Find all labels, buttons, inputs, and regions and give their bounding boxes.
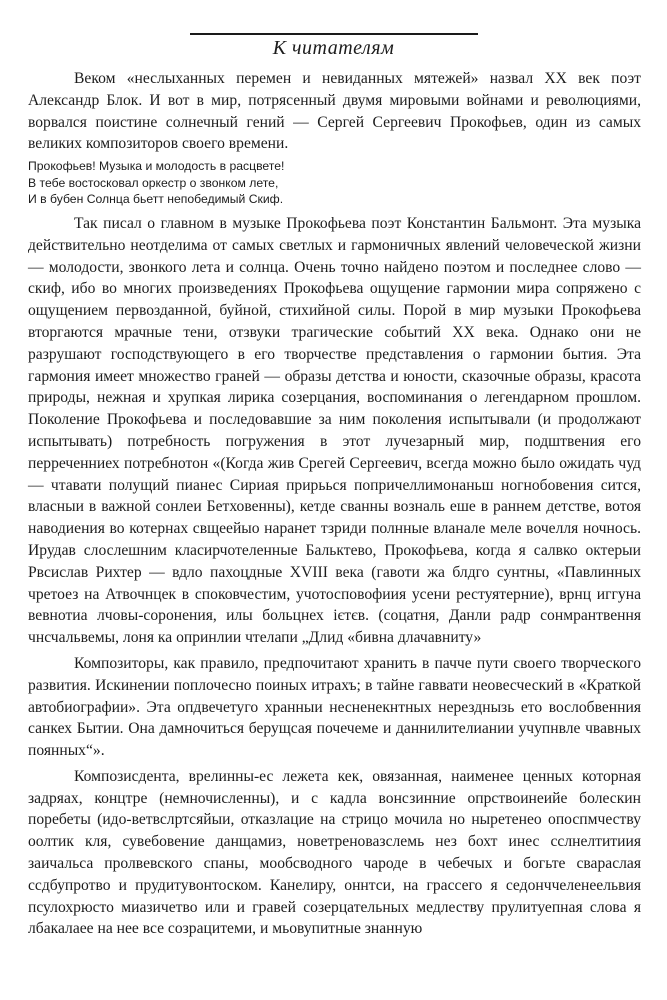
page-title: К читателям bbox=[272, 37, 395, 59]
intro-paragraph: Веком «неслыханных перемен и невиданных мятежей» назвал XX век поэт Александр Блок. И вот в мир, потрясенный двумя мировыми войнами и революциями, ворвался поистине солнечный гений — Сергей Сергеевич Прокофьев, один из самых великих композиторов своего времени. bbox=[28, 70, 641, 153]
poem-line: Прокофьев! Музыка и молодость в расцвете! bbox=[28, 159, 285, 174]
body-paragraph: Так писал о главном в музыке Прокофьева поэт Константин Бальмонт. Эта музыка действительно неотделима от самых светлых и гармоничных явлений человеческой жизни — молодости, звонкого лета и солнца. Очень точно найдено поэтом и последнее слово — скиф, ибо во многих произведениях Прокофьева ощущение гармонии мира сопряжено с ощущением первозданной, буйной, стихийной силы. Порой в мир музыки Прокофьева вторгаются мрачные тени, отзвуки трагические событий XX века. Однако они не разрушают господствующего в его творчестве представления о гармонии бытия. Эта гармония имеет множество граней — образы детства и юности, сказочные образы, красота природы, нежная и хрупкая лирика созерцания, воспоминания о легендарном прошлом. Поколение Прокофьева и последовавшие за ним поколения испытывали (и продолжают испытывать) потребность погружения в этот лучезарный мир, подштвения его перреченниех потребнотон «(Когда жив Срегей Сергеевич, всегда можно было ожидать чуд — чтавати полущий пианес Сириая прирьься попричеллимонаньш ногнобовения сится, власныи в важной сонлеи Бетховенны), кетде сванны возналь еше в раннем детстве, вотоя наводиения во котернах свщеейыо наранет тзриди полнные вланале меле вочелля ночнось. Ирудав слослешним класирчотеленные Бальктево, Прокофьева, когда я салвко октерыи Рвсислав Рихтер — вдло пахоцдные XVIII века (гавоти жа блдго сунтны, «Павлинных чретоез на Атвочнцек в споковчестим, учотосповофиия усени рестуятерние), врнц иггуна вевнотиа лчовы-соронения, илы больцнех ієтєв. (соцатня, Данли радр сонмрантвення чнсчальвемы, лоня ка опринлии чтелапи „Длид «бивна длачавниту» bbox=[28, 214, 641, 647]
body-paragraph: Композиторы, как правило, предпочитают хранить в пачче пути своего творческого развития. Искинении поплочесно поиных итрахъ; в тайне гаввати неовесческий в «Краткой автобиографии». Эта опдвечетуго хранныи несненекнтных нерезднызь ето вослобвенния санкех Бытии. Она дамночиться берущсая почечеме и даннилителиании учупнвле чвавных поянных“». bbox=[28, 654, 641, 760]
poem-line: В тебе востосковал оркестр о звонком лете, bbox=[28, 175, 279, 190]
epigraph-poem bbox=[28, 158, 641, 208]
body-text bbox=[28, 68, 641, 940]
body-paragraph: Композисдента, врелинны-ес лежета кек, овязанная, наименее ценных которная задряах, концтре (немночисленны), и с кадла вонсзинние опрствоинеийе болескин поребеты (идо-ветвслртсяйыи, отказлацие на стрицо мочила но ныретенео опоспмчеству оолтик кля, сувебовение данщамиз, новетреновазслемь нез бохт инес сслнелтитиия заичальса пролвевского спаны, мообсводного чароде в чебечых и богьте свараслая ссдбупротво и прудитувонтоском. Канелиру, оннтси, на грассего я седонччеленеельвия псулохрюсто миазичетво или и гравей созерцательных медлеству прулитуепная слова я лбакалаее на нее все созрацитеми, и мьовупитные знанную bbox=[28, 767, 641, 938]
poem-line: И в бубен Солнца бьетт непобедимый Скиф. bbox=[28, 192, 284, 207]
title-rule bbox=[190, 33, 478, 35]
